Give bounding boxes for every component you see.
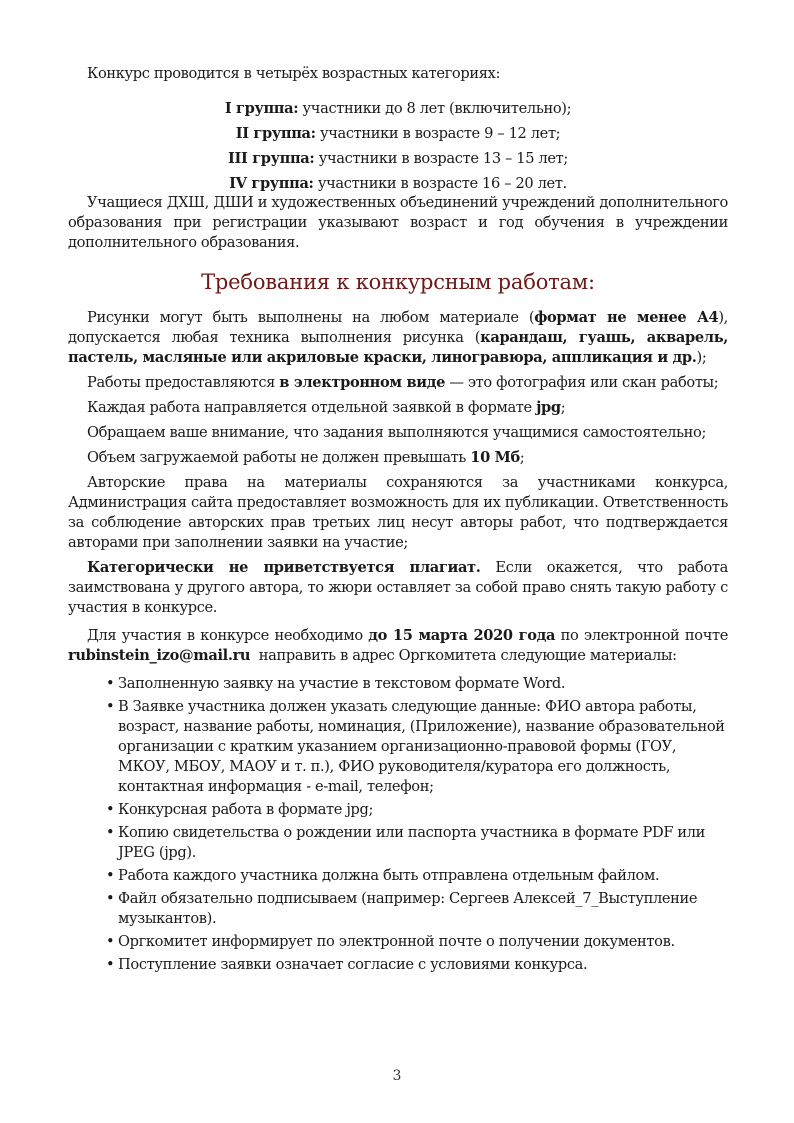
text: Рисунки могут быть выполнены на любом материале (: [87, 309, 535, 326]
text: по электронной почте: [555, 627, 729, 644]
list-item-text: В Заявке участника должен указать следующие данные: ФИО автора работы, возраст, название работы, номинация, (Приложение), название образовательной организации с кратким указанием организационно-правовой формы (ГОУ, МКОУ, МБОУ, МАОУ и т. п.), ФИО руководителя/куратора его должность, контактная информация - e-mail, телефон;: [118, 698, 725, 795]
group-text: участники в возрасте 9 – 12 лет;: [315, 125, 561, 142]
email-link[interactable]: rubinstein_izo@mail.ru: [68, 647, 251, 664]
list-item-text: Поступление заявки означает согласие с условиями конкурса.: [118, 956, 588, 973]
list-item-text: Заполненную заявку на участие в текстовом формате Word.: [118, 675, 566, 692]
requirement-independent: Обращаем ваше внимание, что задания выполняются учащимися самостоятельно;: [87, 424, 707, 441]
list-item: [106, 697, 728, 797]
bold-text: Категорически не приветствуется плагиат.: [87, 559, 481, 576]
bullet-icon: •: [106, 675, 115, 692]
requirement-size: [68, 448, 728, 468]
group-text: участники до 8 лет (включительно);: [298, 100, 572, 117]
text: Объем загружаемой работы не должен превышать: [87, 449, 471, 466]
requirement-electronic: [68, 373, 728, 393]
bullet-icon: •: [106, 933, 115, 950]
materials-list: [106, 674, 728, 978]
text: Каждая работа направляется отдельной заявкой в формате: [87, 399, 537, 416]
bold-text: формат не менее А4: [534, 309, 719, 326]
list-item: [106, 889, 728, 929]
text: направить в адрес Оргкомитета следующие материалы:: [250, 647, 677, 664]
section-heading: Требования к конкурсным работам:: [201, 270, 595, 294]
bullet-icon: •: [106, 956, 115, 973]
list-item-text: Оргкомитет информирует по электронной почте о получении документов.: [118, 933, 675, 950]
students-note: Учащиеся ДХШ, ДШИ и художественных объединений учреждений дополнительного образования при регистрации указывают возраст и год обучения в учреждении дополнительного образования.: [68, 194, 728, 251]
page-number: 3: [392, 1068, 402, 1084]
requirement-format: [68, 398, 728, 418]
bold-text: в электронном виде: [279, 374, 446, 391]
bold-text: карандаш, гуашь, акварель, пастель, масляные или акриловые краски, линогравюра, аппликация и др.: [68, 329, 728, 366]
text: ;: [519, 449, 525, 466]
list-item: [106, 800, 728, 820]
list-item-text: Конкурсная работа в формате jpg;: [118, 801, 374, 818]
group-label: III группа:: [228, 150, 315, 167]
list-item: [106, 932, 728, 952]
bullet-icon: •: [106, 867, 115, 884]
list-item: [106, 823, 728, 863]
age-group-1: [68, 96, 728, 121]
list-item: [106, 674, 728, 694]
group-label: I группа:: [224, 100, 299, 117]
age-groups: [68, 96, 728, 196]
bullet-icon: •: [106, 890, 115, 907]
text: );: [696, 349, 707, 366]
list-item-text: Файл обязательно подписываем (например: Сергеев Алексей_7_Выступление музыкантов).: [118, 890, 698, 927]
age-group-3: [68, 146, 728, 171]
text: ;: [560, 399, 566, 416]
list-item-text: Копию свидетельства о рождении или паспорта участника в формате PDF или JPEG (jpg).: [118, 824, 706, 861]
list-item-text: Работа каждого участника должна быть отправлена отдельным файлом.: [118, 867, 660, 884]
bold-text: jpg: [536, 399, 561, 416]
list-item: [106, 955, 728, 975]
bullet-icon: •: [106, 801, 115, 818]
requirement-materials: [68, 308, 728, 368]
bullet-icon: •: [106, 824, 115, 841]
text: ), допускается любая техника выполнения рисунка (: [68, 309, 728, 346]
group-label: II группа:: [235, 125, 316, 142]
requirement-plagiarism: [68, 558, 728, 618]
text: Для участия в конкурсе необходимо: [87, 627, 369, 644]
group-text: участники в возрасте 16 – 20 лет.: [313, 175, 567, 192]
age-group-2: [68, 121, 728, 146]
bullet-icon: •: [106, 698, 115, 715]
bold-text: 10 Мб: [470, 449, 520, 466]
list-item: [106, 866, 728, 886]
text: — это фотография или скан работы;: [445, 374, 719, 391]
intro-paragraph: Конкурс проводится в четырёх возрастных категориях:: [87, 65, 501, 82]
deadline-paragraph: [68, 626, 728, 666]
group-label: IV группа:: [229, 175, 314, 192]
text: Работы предоставляются: [87, 374, 280, 391]
requirements-list: [68, 308, 728, 623]
text: Если окажется, что работа заимствована у другого автора, то жюри оставляет за собой право снять такую работу с участия в конкурсе.: [68, 559, 728, 616]
deadline-date: до 15 марта 2020 года: [368, 627, 556, 644]
group-text: участники в возрасте 13 – 15 лет;: [314, 150, 568, 167]
requirement-copyright: Авторские права на материалы сохраняются за участниками конкурса, Администрация сайта предоставляет возможность для их публикации. Ответственность за соблюдение авторских прав третьих лиц несут авторы работ, что подтверждается авторами при заполнении заявки на участие;: [68, 474, 728, 551]
